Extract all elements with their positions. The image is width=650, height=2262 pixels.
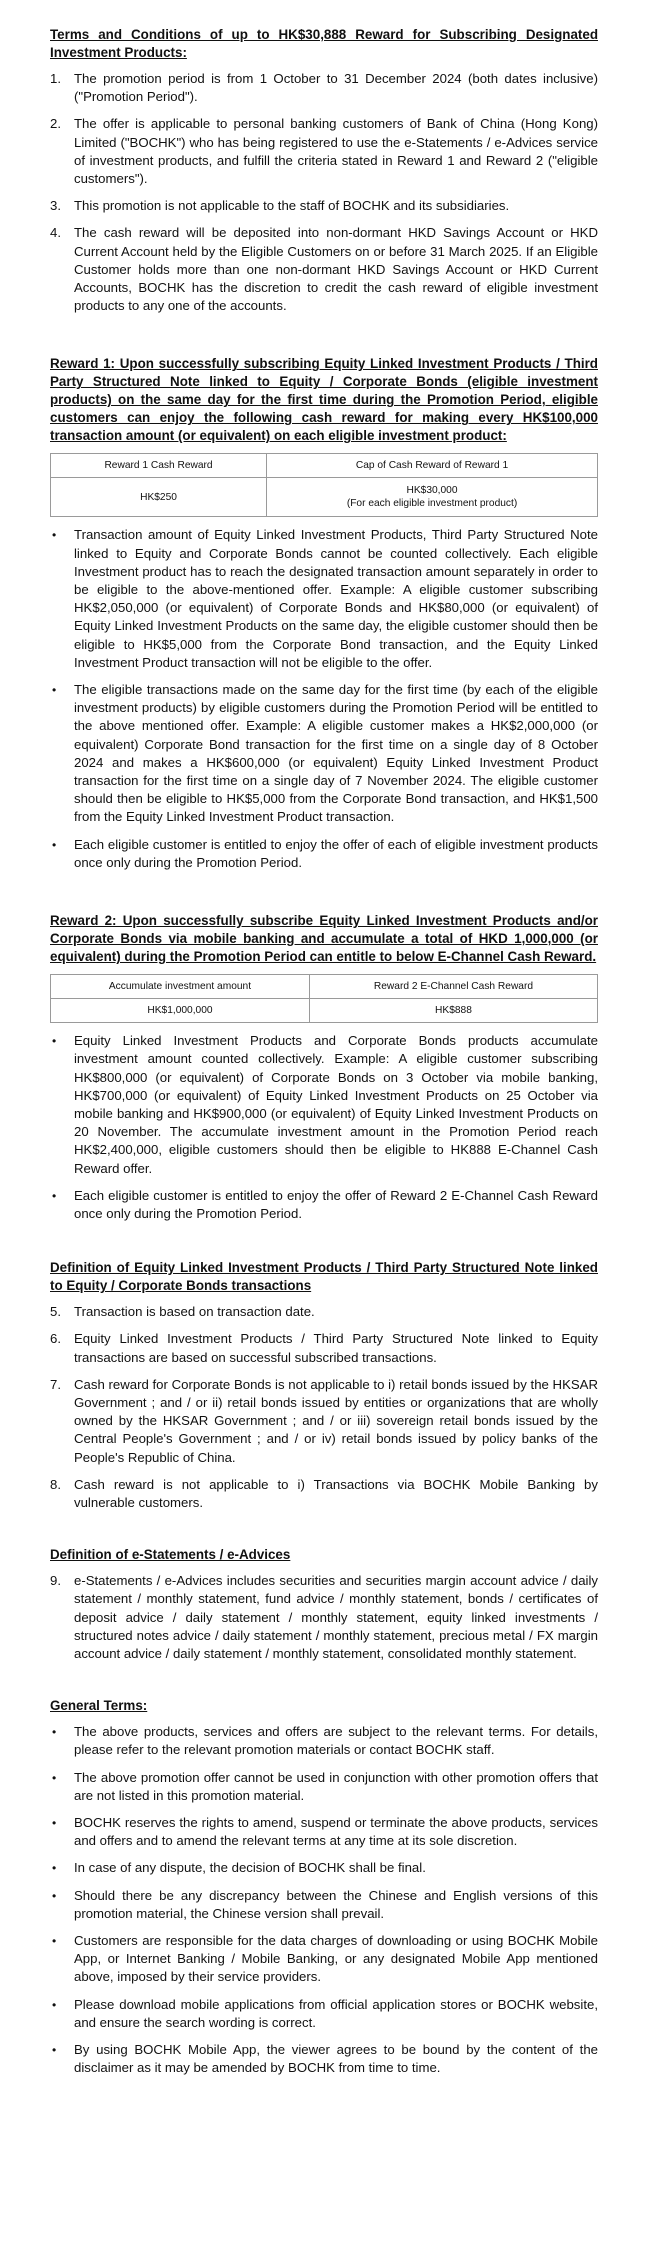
bullet-icon: • [52, 1997, 57, 2012]
terms-section [50, 26, 598, 315]
general-section [50, 1697, 598, 2077]
list-item: 9. e-Statements / e-Advices includes securities and securities margin account advice / daily statement / monthly statement, fund advice / monthly statement, bonds / certificates of deposit advice / daily statement / monthly statement, equity linked investments / structured notes advice / daily statement / monthly statement, precious metal / FX margin account advice / daily statement / monthly statement, consolidated monthly statement. [50, 1573, 598, 1661]
reward1-notes [50, 526, 598, 872]
list-item: • The above promotion offer cannot be used in conjunction with other promotion offers that are not listed in this promotion material. [52, 1769, 598, 1803]
estatements-list [50, 1572, 598, 1663]
list-item: 3. This promotion is not applicable to the staff of BOCHK and its subsidiaries. [50, 198, 510, 214]
bullet-icon: • [52, 528, 57, 543]
reward1-col1-header: Reward 1 Cash Reward [51, 454, 267, 478]
definition-section [50, 1259, 598, 1512]
definition-heading: Definition of Equity Linked Investment Products / Third Party Structured Note linked to Equity / Corporate Bonds transactions [50, 1260, 598, 1294]
bullet-icon: • [52, 837, 57, 852]
list-item: • The eligible transactions made on the same day for the first time (by each of the eligible investment products) by eligible customers during the Promotion Period will be entitled to the above mentioned offer. Example: A eligible customer makes a HK$2,000,000 (or equivalent) Corporate Bond transaction for the first time on a single day of 8 October 2024 and makes a HK$600,000 (or equivalent) Equity Linked Investment Product transaction for the first time on a single day of 7 November 2024. The eligible customer should then be eligible to HK$5,000 from the Corporate Bond transaction, and HK$1,500 from the Equity Linked Investment Product transaction. [52, 682, 598, 825]
bullet-icon: • [52, 1725, 57, 1740]
reward1-cap-note: (For each eligible investment product) [346, 498, 518, 510]
reward1-table [50, 453, 598, 517]
list-item: • Transaction amount of Equity Linked Investment Products, Third Party Structured Note linked to Equity and Corporate Bonds cannot be counted collectively. Each eligible Investment product has to reach the designated transaction amount separately in order to be eligible to the above-mentioned offer. Example: A eligible customer subscribing HK$2,050,000 (or equivalent) of Corporate Bonds and HK$80,000 (or equivalent) of Equity Linked Investment Products on the same day, the eligible customer should then be eligible to HK$5,000 from the Corporate Bond transaction, and the Equity Linked Investment Product transaction will not be eligible to the offer. [52, 527, 598, 670]
list-item: • Each eligible customer is entitled to enjoy the offer of Reward 2 E-Channel Cash Reward once only during the Promotion Period. [52, 1187, 598, 1221]
reward2-notes [50, 1032, 598, 1223]
bullet-icon: • [52, 1888, 57, 1903]
reward2-col1-header: Accumulate investment amount [51, 975, 310, 999]
bullet-icon: • [52, 2043, 57, 2058]
general-heading: General Terms: [50, 1698, 148, 1714]
definition-list [50, 1303, 598, 1512]
reward1-col2-header: Cap of Cash Reward of Reward 1 [267, 454, 598, 478]
list-item: 6. Equity Linked Investment Products / Third Party Structured Note linked to Equity transactions are based on successful subscribed transactions. [50, 1331, 598, 1365]
reward2-section [50, 912, 598, 1223]
reward1-section [50, 355, 598, 872]
list-item: • Each eligible customer is entitled to enjoy the offer of each of eligible investment products once only during the Promotion Period. [52, 836, 598, 870]
list-item: 5. Transaction is based on transaction date. [50, 1304, 315, 1320]
reward1-heading: Reward 1: Upon successfully subscribing Equity Linked Investment Products / Third Party Structured Note linked to Equity / Corporate Bonds (eligible investment products) on the same day for the first time during the Promotion Period, eligible customers can enjoy the following cash reward for making every HK$100,000 transaction amount (or equivalent) on each eligible investment product: [50, 356, 598, 444]
bullet-icon: • [52, 1770, 57, 1785]
reward1-cap-cell [267, 478, 598, 517]
terms-list [50, 70, 598, 315]
reward1-cash-reward: HK$250 [51, 478, 267, 517]
list-item: 7. Cash reward for Corporate Bonds is not applicable to i) retail bonds issued by the HKSAR Government ; and / or ii) retail bonds issued by entities or organizations that are wholly owned by the HKSAR Government ; and / or iii) sovereign retail bonds issued by the Central People's Government ; and / or iv) retail bonds issued by policy banks of the People's Republic of China. [50, 1376, 598, 1465]
list-item: 4. The cash reward will be deposited into non-dormant HKD Savings Account or HKD Current Account held by the Eligible Customers on or before 31 March 2025. If an Eligible Customer holds more than one non-dormant HKD Savings Account or HKD Current Accounts, BOCHK has the discretion to credit the cash reward of eligible investment products to any one of the accounts. [50, 225, 598, 314]
bullet-icon: • [52, 683, 57, 698]
estatements-section [50, 1546, 598, 1663]
reward2-investment-amount: HK$1,000,000 [51, 999, 310, 1023]
bullet-icon: • [52, 1034, 57, 1049]
list-item: • Please download mobile applications from official application stores or BOCHK website, and ensure the search wording is correct. [52, 1996, 598, 2030]
list-item: • In case of any dispute, the decision of BOCHK shall be final. [50, 1859, 598, 1877]
list-item: • Customers are responsible for the data charges of downloading or using BOCHK Mobile App, or Internet Banking / Mobile Banking, or any designated Mobile App mentioned above, imposed by their service providers. [52, 1933, 598, 1985]
list-item: 2. The offer is applicable to personal banking customers of Bank of China (Hong Kong) Limited ("BOCHK") who has being registered to use the e-Statements / e-Advices service of investment products, and fulfill the criteria stated in Reward 1 and Reward 2 ("eligible customers"). [50, 116, 598, 187]
list-item: 1. The promotion period is from 1 October to 31 December 2024 (both dates inclusive) ("Promotion Period"). [50, 71, 598, 105]
reward2-table [50, 974, 598, 1023]
reward2-heading: Reward 2: Upon successfully subscribe Equity Linked Investment Products and/or Corporate Bonds via mobile banking and accumulate a total of HKD 1,000,000 (or equivalent) during the Promotion Period can entitle to below E-Channel Cash Reward. [50, 913, 598, 965]
terms-heading: Terms and Conditions of up to HK$30,888 Reward for Subscribing Designated Investment Products: [50, 27, 598, 60]
general-list [50, 1723, 598, 2077]
list-item: • The above products, services and offers are subject to the relevant terms. For details, please refer to the relevant promotion materials or contact BOCHK staff. [52, 1724, 598, 1758]
bullet-icon: • [52, 1815, 57, 1830]
list-item: • By using BOCHK Mobile App, the viewer agrees to be bound by the content of the disclaimer as it may be amended by BOCHK from time to time. [52, 2042, 598, 2076]
reward2-col2-header: Reward 2 E-Channel Cash Reward [309, 975, 597, 999]
list-item: • BOCHK reserves the rights to amend, suspend or terminate the above products, services and offers and to amend the relevant terms at any time at its sole discretion. [52, 1814, 598, 1849]
reward1-cap-value: HK$30,000 [406, 485, 458, 497]
list-item: 8. Cash reward is not applicable to i) Transactions via BOCHK Mobile Banking by vulnerable customers. [50, 1476, 598, 1510]
bullet-icon: • [52, 1188, 57, 1203]
bullet-icon: • [52, 1861, 57, 1876]
estatements-heading: Definition of e-Statements / e-Advices [50, 1547, 291, 1563]
list-item: • Should there be any discrepancy between the Chinese and English versions of this promotion material, the Chinese version shall prevail. [52, 1887, 598, 1921]
bullet-icon: • [52, 1934, 57, 1948]
list-item: • Equity Linked Investment Products and Corporate Bonds products accumulate investment amount counted collectively. Example: A eligible customer subscribing HK$800,000 (or equivalent) of Corporate Bonds on 3 October via mobile banking, HK$700,000 (or equivalent) of Equity Linked Investment Products on 25 October via mobile banking and HK$900,000 (or equivalent) of Equity Linked Investment Products on 20 November. The accumulate investment amount in the Promotion Period reach HK$2,400,000, eligible customers should then be eligible to HK888 E-Channel Cash Reward offer. [52, 1033, 598, 1176]
reward2-cash-reward: HK$888 [309, 999, 597, 1023]
